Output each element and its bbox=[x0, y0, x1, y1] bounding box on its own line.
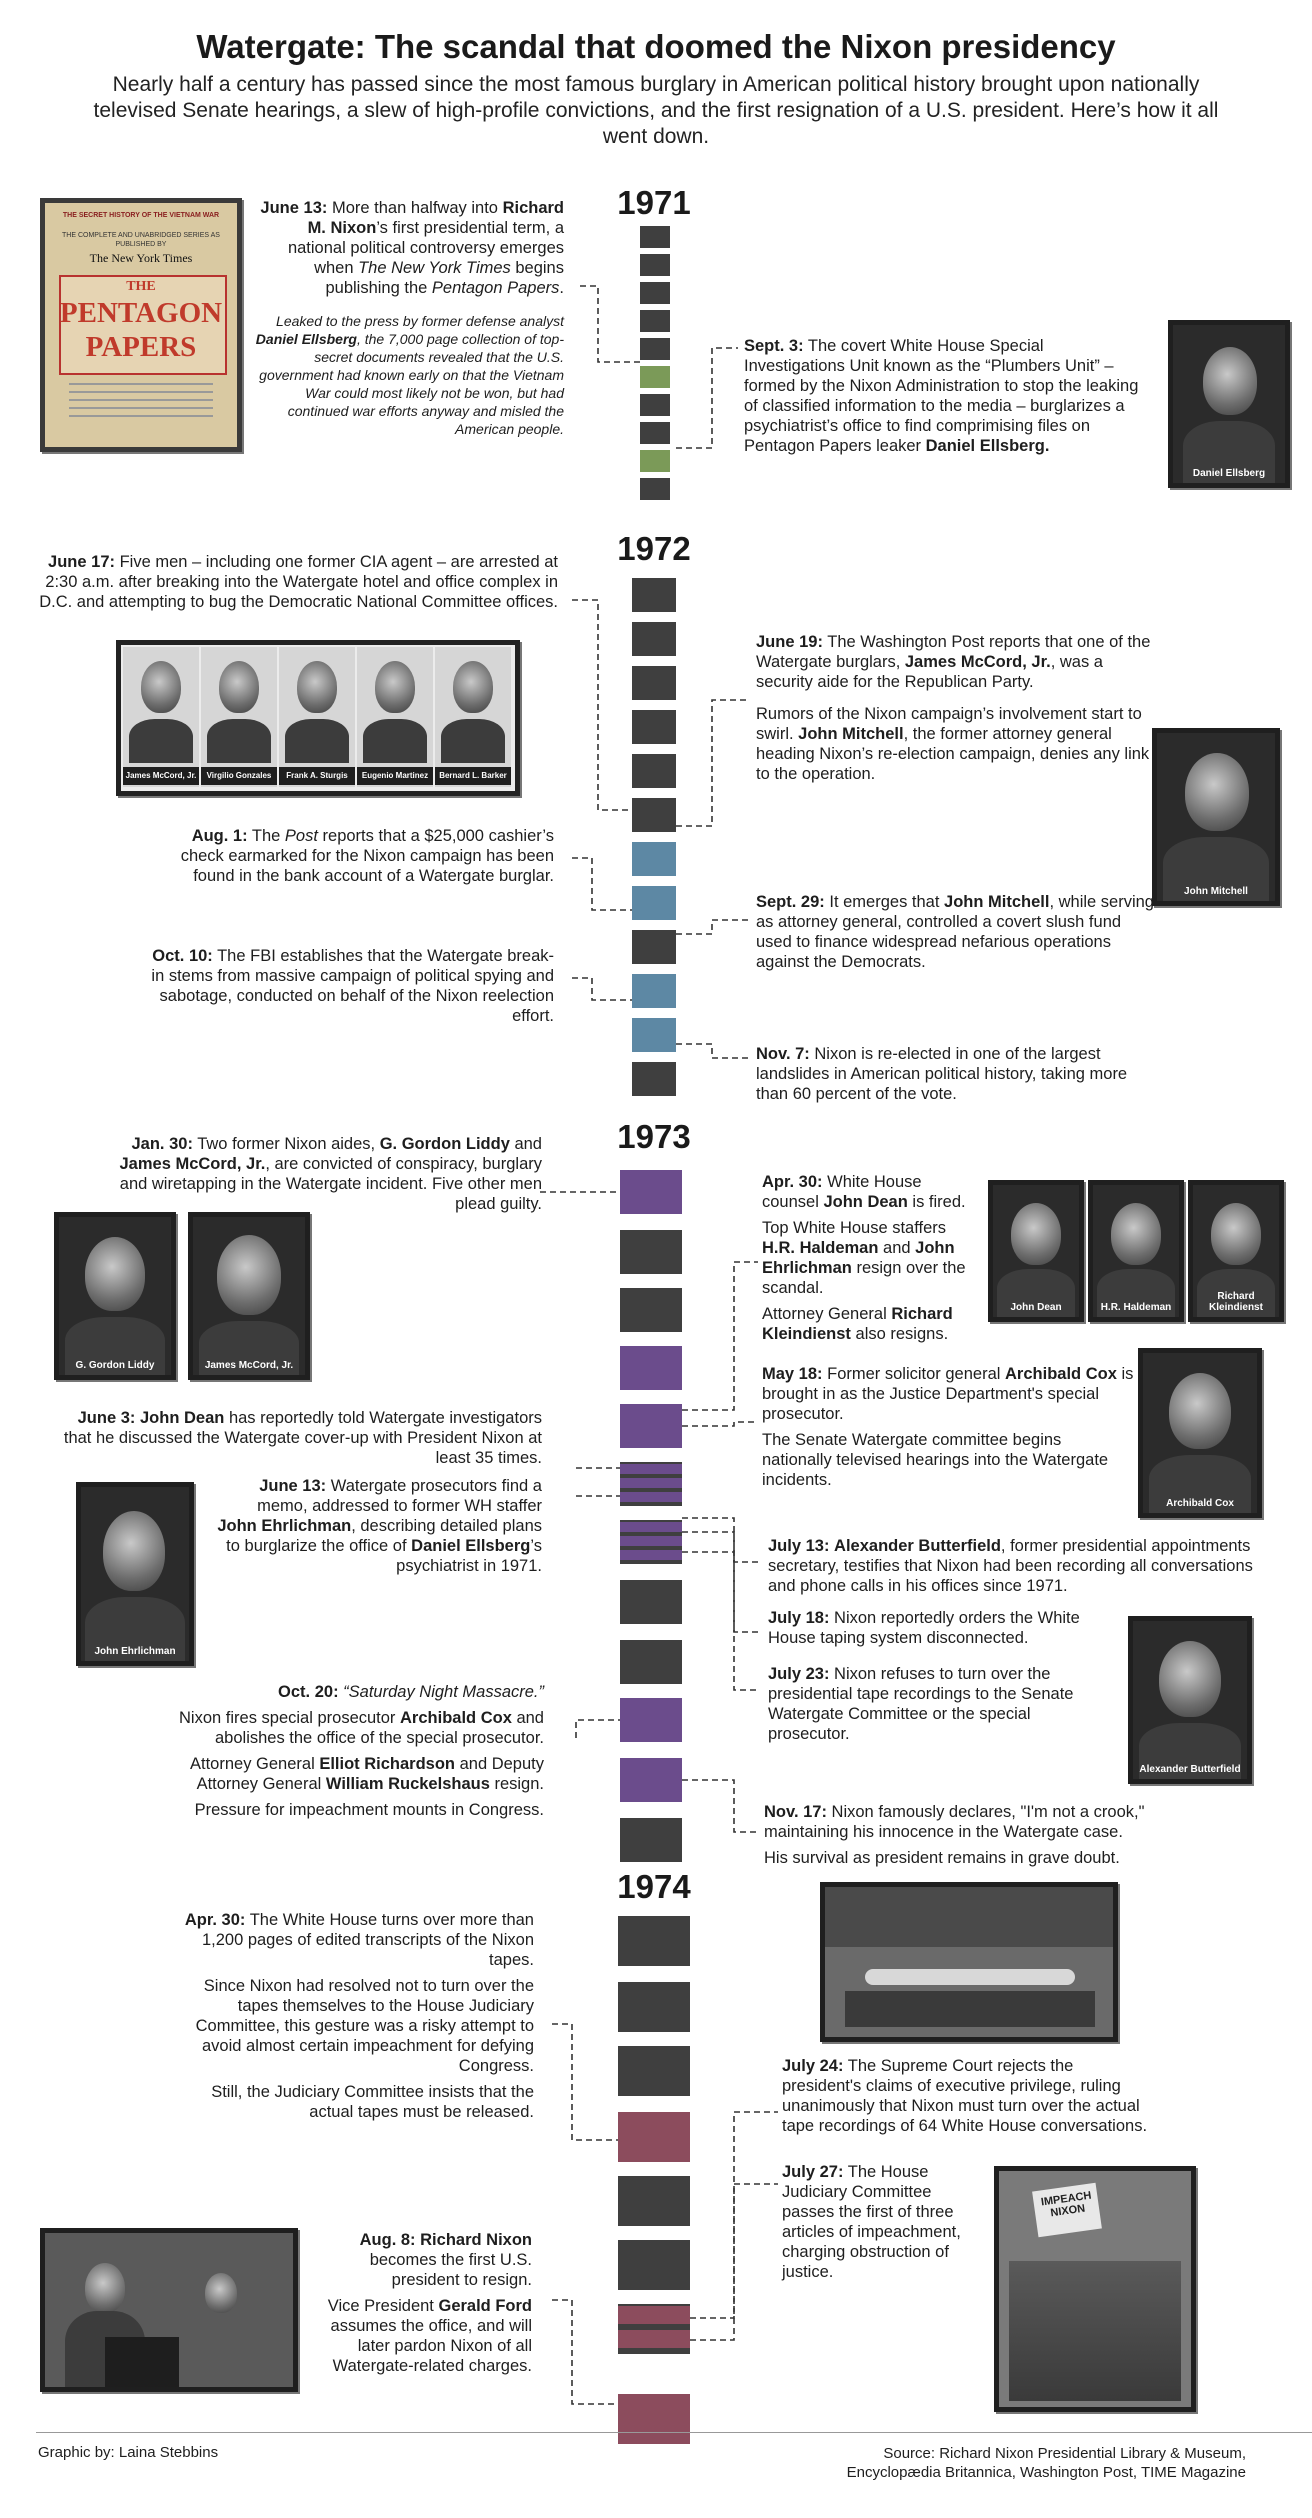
portrait-face bbox=[1111, 1203, 1161, 1265]
photo-caption: Archibald Cox bbox=[1166, 1498, 1234, 1509]
photo-caption: James McCord, Jr. bbox=[204, 1360, 294, 1371]
connector-line bbox=[552, 2300, 618, 2404]
connector-line bbox=[580, 286, 640, 362]
james-mccord-photo bbox=[188, 1212, 310, 1380]
event-1973-jun3: June 3: John Dean has reportedly told Watergate investigators that he discussed the Watergate cover-up with President Nixon at least 35 times. bbox=[63, 1409, 542, 1467]
portrait-body bbox=[441, 719, 505, 763]
book-title-the: THE bbox=[126, 279, 156, 294]
mugshot-caption: Bernard L. Barker bbox=[435, 767, 511, 785]
photo-caption: John Mitchell bbox=[1184, 886, 1248, 897]
book-title-pentagon: PENTAGON bbox=[59, 297, 223, 329]
john-dean-photo bbox=[988, 1180, 1084, 1322]
richard-kleindienst-photo bbox=[1188, 1180, 1284, 1322]
portrait-face bbox=[85, 1237, 145, 1311]
footer-divider bbox=[36, 2432, 1312, 2433]
mugshot-caption: James McCord, Jr. bbox=[123, 767, 199, 785]
connector-line bbox=[682, 1552, 758, 1562]
event-1974-jul24: July 24: The Supreme Court rejects the president's claims of executive privilege, ruling unanimously that Nixon must turn over the actual tape recordings of 64 White House conversations. bbox=[782, 2057, 1148, 2135]
portrait-face bbox=[85, 2263, 125, 2313]
mugshot-caption: Virgilio Gonzales bbox=[201, 767, 277, 785]
portrait-face bbox=[1169, 1373, 1231, 1449]
portrait-body bbox=[207, 719, 271, 763]
graphic-credit: Graphic by: Laina Stebbins bbox=[38, 2444, 219, 2461]
mugshot-caption: Eugenio Martinez bbox=[357, 767, 433, 785]
pentagon-papers-book-photo bbox=[40, 198, 242, 452]
event-1972-jun17: June 17: Five men – including one former CIA agent – are arrested at 2:30 a.m. after breaking into the Watergate hotel and office complex in D.C. and attempting to bug the Democratic National Committee offices. bbox=[39, 553, 558, 611]
mugshot-row bbox=[121, 645, 515, 791]
page-title: Watergate: The scandal that doomed the Nixon presidency bbox=[196, 28, 1116, 65]
event-1973-nov17: Nov. 17: Nixon famously declares, "I'm not a crook," maintaining his innocence in the Watergate case. His survival as president remains in grave doubt. bbox=[764, 1803, 1145, 1867]
year-label-1972: 1972 bbox=[617, 530, 691, 567]
event-1973-jun13: June 13: Watergate prosecutors find a memo, addressed to former WH staffer John Ehrlichman, describing detailed plans to burglarize the office of Daniel Ellsberg’s psychiatrist in 1971. bbox=[217, 1477, 542, 1575]
event-1973-jul18: July 18: Nixon reportedly orders the White House taping system disconnected. bbox=[768, 1609, 1080, 1647]
podium bbox=[105, 2337, 179, 2387]
portrait-face bbox=[103, 1511, 165, 1591]
hearing-crowd bbox=[845, 1991, 1095, 2027]
connector-line bbox=[682, 1532, 758, 1632]
mugshot bbox=[201, 647, 277, 787]
year-label-1973: 1973 bbox=[617, 1118, 691, 1155]
connector-line bbox=[576, 1720, 620, 1738]
photo-caption: Daniel Ellsberg bbox=[1192, 468, 1266, 479]
connector-line bbox=[676, 348, 738, 448]
source-line-1: Source: Richard Nixon Presidential Library & Museum, bbox=[883, 2445, 1246, 2462]
protest-sign-text: IMPEACH NIXON bbox=[1040, 2189, 1093, 2220]
source-line-2: Encyclopædia Britannica, Washington Post, TIME Magazine bbox=[846, 2464, 1246, 2481]
event-1973-jan30: Jan. 30: Two former Nixon aides, G. Gordon Liddy and James McCord, Jr., are convicted of conspiracy, burglary and wiretapping in the Watergate incident. Five other men plead guilty. bbox=[119, 1135, 542, 1213]
book-line-2: THE COMPLETE AND UNABRIDGED SERIES AS PUBLISHED BY bbox=[62, 232, 220, 248]
supreme-court-hearing-photo bbox=[820, 1882, 1118, 2042]
book-nyt: The New York Times bbox=[89, 251, 193, 265]
connector-line bbox=[682, 1518, 758, 1690]
event-1972-oct10: Oct. 10: The FBI establishes that the Watergate break-in stems from massive campaign of political spying and sabotage, conducted on behalf of the Nixon reelection effort. bbox=[151, 947, 554, 1025]
event-1972-jun19: June 19: The Washington Post reports that one of the Watergate burglars, James McCord, Jr., was a security aide for the Republican Party. Rumors of the Nixon campaign’s involvement start to swirl. John Mitchell, the former attorney general heading Nixon’s re-election campaign, denies any link to the operation. bbox=[756, 633, 1151, 783]
year-label-1971: 1971 bbox=[617, 184, 691, 221]
event-1973-apr30: Apr. 30: White House counsel John Dean is fired. Top White House staffers H.R. Haldeman and John Ehrlichman resign over the scandal. Attorney General Richard Kleindienst also resigns. bbox=[762, 1173, 966, 1343]
event-1973-jul13: July 13: Alexander Butterfield, former presidential appointments secretary, testifies that Nixon had been recording all conversations and phone calls in his offices since 1971. bbox=[768, 1537, 1253, 1595]
hr-haldeman-photo bbox=[1088, 1180, 1184, 1322]
photo-caption: Alexander Butterfield bbox=[1139, 1764, 1241, 1775]
portrait-face bbox=[205, 2273, 237, 2313]
event-1972-nov7: Nov. 7: Nixon is re-elected in one of the largest landslides in American political history, taking more than 60 percent of the vote. bbox=[756, 1045, 1128, 1103]
photo-caption: Richard Kleindienst bbox=[1209, 1291, 1263, 1313]
nixon-resignation-photo bbox=[40, 2228, 298, 2392]
page-subtitle: Nearly half a century has passed since the most famous burglary in American political history brought upon nationally televised Senate hearings, a slew of high-profile convictions, and the first resignation of a U.S. president. Here’s how it all went down. bbox=[93, 73, 1219, 148]
portrait-body bbox=[129, 719, 193, 763]
event-1974-apr30: Apr. 30: The White House turns over more than 1,200 pages of edited transcripts of the Nixon tapes. Since Nixon had resolved not to turn over the tapes themselves to the House Judiciary Committee, this gesture was a risky attempt to avoid almost certain impeachment for defying Congress. Still, the Judiciary Committee insists that the actual tapes must be released. bbox=[184, 1911, 534, 2121]
portrait-body bbox=[285, 719, 349, 763]
portrait-face bbox=[1211, 1203, 1261, 1265]
connector-line bbox=[690, 2112, 778, 2318]
photo-caption: G. Gordon Liddy bbox=[75, 1360, 155, 1371]
john-ehrlichman-photo bbox=[76, 1482, 194, 1666]
connector-line bbox=[682, 1780, 758, 1832]
portrait-face bbox=[1011, 1203, 1061, 1265]
impeach-nixon-protest-photo bbox=[994, 2166, 1196, 2412]
portrait-body bbox=[363, 719, 427, 763]
event-1971-jun13: June 13: More than halfway into Richard M. Nixon’s first presidential term, a national political controversy emerges when The New York Times begins publishing the Pentagon Papers. Leaked to the press by former defense analyst Daniel Ellsberg, the 7,000 page collection of top-secret documents revealed that the U.S. government had known early on that the Vietnam War could most likely not be won, but had continued war efforts anyway and misled the American people. bbox=[255, 199, 564, 437]
source-credit bbox=[847, 2444, 1246, 2482]
connector-line bbox=[676, 700, 748, 826]
event-1971-sept3: Sept. 3: The covert White House Special Investigations Unit known as the “Plumbers Unit” – formed by the Nixon Administration to stop the leaking of classified information to the media – burglarizes a psychiatrist’s office to find comprimising files on Pentagon Papers leaker Daniel Ellsberg. bbox=[744, 337, 1139, 455]
portrait-face bbox=[217, 1235, 281, 1315]
daniel-ellsberg-photo bbox=[1168, 320, 1290, 488]
archibald-cox-photo bbox=[1138, 1348, 1262, 1518]
portrait-face bbox=[1159, 1641, 1221, 1717]
portrait-face bbox=[453, 661, 493, 713]
portrait-face bbox=[1185, 753, 1249, 831]
watergate-burglars-mugshots bbox=[116, 640, 520, 796]
event-1974-aug8: Aug. 8: Richard Nixon becomes the first U.S. president to resign. Vice President Gerald Ford assumes the office, and will later pardon Nixon of all Watergate-related charges. bbox=[327, 2231, 532, 2375]
portrait-face bbox=[1203, 347, 1257, 415]
portrait-face bbox=[297, 661, 337, 713]
mugshot bbox=[123, 647, 199, 787]
hearing-backdrop bbox=[825, 1887, 1113, 1947]
event-1973-jul23: July 23: Nixon refuses to turn over the presidential tape recordings to the Senate Watergate Committee or the special prosecutor. bbox=[768, 1665, 1074, 1743]
connector-line bbox=[572, 858, 632, 910]
connector-line bbox=[572, 978, 632, 1000]
photo-caption: H.R. Haldeman bbox=[1100, 1302, 1172, 1313]
event-1972-aug1: Aug. 1: The Post reports that a $25,000 cashier’s check earmarked for the Nixon campaign has been found in the bank account of a Watergate burglar. bbox=[180, 827, 554, 885]
mugshot bbox=[357, 647, 433, 787]
book-small-text bbox=[69, 383, 213, 385]
mugshot-caption: Frank A. Sturgis bbox=[279, 767, 355, 785]
mugshot bbox=[435, 647, 511, 787]
event-1974-jul27: July 27: The House Judiciary Committee passes the first of three articles of impeachment, charging obstruction of justice. bbox=[782, 2163, 961, 2281]
hearing-table bbox=[865, 1969, 1075, 1985]
connector-line bbox=[682, 1262, 758, 1410]
event-1972-sept29: Sept. 29: It emerges that John Mitchell, while serving as attorney general, controlled a covert slush fund used to finance widespread nefarious operations against the Democrats. bbox=[756, 893, 1154, 971]
john-mitchell-photo bbox=[1152, 728, 1280, 906]
portrait-face bbox=[141, 661, 181, 713]
protest-crowd bbox=[1009, 2261, 1181, 2401]
photo-caption: John Ehrlichman bbox=[94, 1646, 176, 1657]
year-label-1974: 1974 bbox=[617, 1868, 691, 1905]
book-title-papers: PAPERS bbox=[85, 331, 197, 363]
book-line-1: THE SECRET HISTORY OF THE VIETNAM WAR bbox=[62, 212, 220, 219]
portrait-face bbox=[375, 661, 415, 713]
event-1973-may18: May 18: Former solicitor general Archibald Cox is brought in as the Justice Department's special prosecutor. The Senate Watergate committee begins nationally televised hearings into the Watergate incidents. bbox=[762, 1365, 1134, 1489]
photo-caption: John Dean bbox=[1010, 1302, 1062, 1313]
mugshot bbox=[279, 647, 355, 787]
g-gordon-liddy-photo bbox=[54, 1212, 176, 1380]
connector-line bbox=[682, 1422, 758, 1426]
event-1973-oct20: Oct. 20: “Saturday Night Massacre.” Nixon fires special prosecutor Archibald Cox and abolishes the office of the special prosecutor. Attorney General Elliot Richardson and Deputy Attorney General William Ruckelshaus resign. Pressure for impeachment mounts in Congress. bbox=[179, 1683, 544, 1819]
portrait-face bbox=[219, 661, 259, 713]
connector-line bbox=[572, 600, 632, 810]
alexander-butterfield-photo bbox=[1128, 1616, 1252, 1784]
connector-line bbox=[676, 920, 748, 934]
connector-line bbox=[676, 1044, 748, 1058]
connector-line bbox=[552, 2024, 618, 2140]
